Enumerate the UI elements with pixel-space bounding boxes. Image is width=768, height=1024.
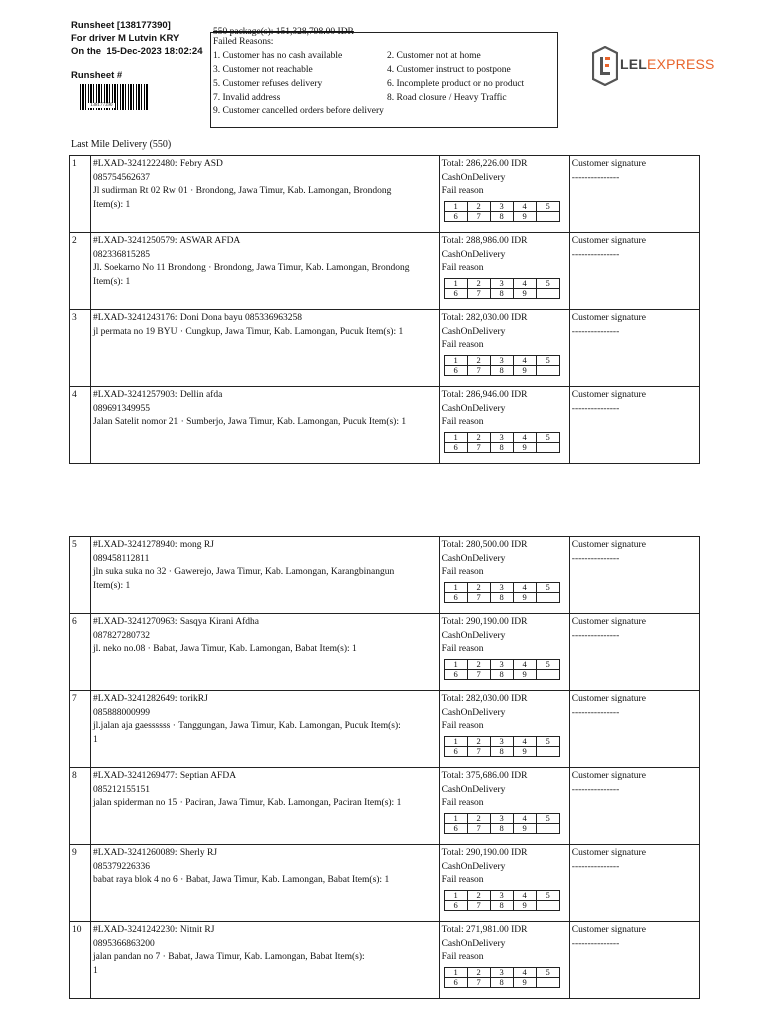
fail-reason-cell[interactable]: 5: [536, 582, 559, 592]
payment-method: CashOnDelivery: [441, 630, 506, 641]
fail-reason-cell[interactable]: 9: [513, 288, 536, 298]
fail-reason-cell[interactable]: 8: [490, 288, 513, 298]
signature-cell[interactable]: [569, 768, 699, 845]
fail-reason-cell[interactable]: 3: [490, 355, 513, 365]
fail-reason-cell[interactable]: 8: [490, 592, 513, 602]
fail-reason-cell[interactable]: 9: [513, 823, 536, 833]
order-info: [91, 233, 440, 310]
fail-reason-cell[interactable]: 6: [444, 900, 467, 910]
signature-line: ---------------: [571, 938, 620, 949]
order-info: [91, 614, 440, 691]
failed-reasons-title: Failed Reasons:: [213, 37, 274, 47]
order-total-cell: [439, 922, 569, 999]
order-info: [91, 845, 440, 922]
reason-item: 7. Invalid address: [213, 93, 281, 103]
order-address: Jalan Satelit nomor 21 · Sumberjo, Jawa Timur, Kab. Lamongan, Pucuk Item(s): 1: [93, 417, 407, 428]
payment-method: CashOnDelivery: [441, 553, 506, 564]
order-title: #LXAD-3241270963: Sasqya Kirani Afdha: [93, 617, 259, 627]
fail-reason-cell[interactable]: 3: [490, 967, 513, 977]
order-total: Total: 288,986.00 IDR: [441, 236, 528, 246]
fail-reason-cell[interactable]: 4: [513, 736, 536, 746]
order-title: #LXAD-3241250579: ASWAR AFDA: [93, 236, 241, 246]
fail-reason-cell[interactable]: 5: [536, 813, 559, 823]
fail-reason-cell[interactable]: 2: [467, 355, 490, 365]
fail-reason-cell[interactable]: 8: [490, 442, 513, 452]
order-info: [91, 156, 440, 233]
signature-line: ---------------: [571, 784, 620, 795]
fail-reason-cell[interactable]: 3: [490, 432, 513, 442]
fail-reason-grid: [444, 201, 560, 222]
reason-item: 8. Road closure / Heavy Traffic: [387, 93, 507, 103]
lel-logo-text: LELEXPRESS: [620, 56, 715, 72]
fail-reason-cell[interactable]: 7: [467, 288, 490, 298]
fail-reason-grid: [444, 967, 560, 988]
order-info: [91, 922, 440, 999]
fail-reason-cell[interactable]: 4: [513, 659, 536, 669]
fail-reason-cell[interactable]: 8: [490, 365, 513, 375]
table-row: [70, 310, 700, 387]
fail-reason-label: Fail reason: [441, 340, 484, 351]
fail-reason-cell[interactable]: 6: [444, 365, 467, 375]
fail-reason-cell[interactable]: 7: [467, 592, 490, 602]
fail-reason-cell[interactable]: 2: [467, 582, 490, 592]
signature-label: Customer signature: [571, 540, 646, 550]
order-items: Item(s): 1: [93, 276, 131, 287]
row-number: 4: [70, 387, 91, 464]
signature-cell[interactable]: [569, 310, 699, 387]
fail-reason-grid: [444, 736, 560, 757]
order-total: Total: 282,030.00 IDR: [441, 313, 528, 323]
signature-line: ---------------: [571, 630, 620, 641]
signature-label: Customer signature: [571, 848, 646, 858]
fail-reason-grid: [444, 582, 560, 603]
fail-reason-cell[interactable]: 1: [444, 582, 467, 592]
signature-label: Customer signature: [571, 236, 646, 246]
order-title: #LXAD-3241269477: Septian AFDA: [93, 771, 237, 781]
table-row: [70, 845, 700, 922]
fail-reason-cell[interactable]: 1: [444, 432, 467, 442]
row-number: 10: [70, 922, 91, 999]
row-number: 9: [70, 845, 91, 922]
fail-reason-label: Fail reason: [441, 721, 484, 732]
order-items: 1: [93, 734, 98, 745]
order-items: Item(s): 1: [93, 199, 131, 210]
signature-cell[interactable]: [569, 537, 699, 614]
fail-reason-cell[interactable]: 8: [490, 977, 513, 987]
fail-reason-cell[interactable]: 1: [444, 201, 467, 211]
fail-reason-cell[interactable]: 4: [513, 967, 536, 977]
fail-reason-cell[interactable]: 4: [513, 890, 536, 900]
lel-logo-icon: [592, 46, 618, 86]
fail-reason-cell[interactable]: 8: [490, 746, 513, 756]
delivery-table-page2: [69, 536, 700, 999]
order-address: Jl. Soekarno No 11 Brondong · Brondong, Jawa Timur, Kab. Lamongan, Brondong: [93, 263, 410, 274]
fail-reason-cell[interactable]: [536, 977, 559, 987]
row-number: 3: [70, 310, 91, 387]
order-info: [91, 691, 440, 768]
fail-reason-cell[interactable]: 2: [467, 736, 490, 746]
order-title: #LXAD-3241222480: Febry ASD: [93, 159, 223, 169]
fail-reason-cell[interactable]: 3: [490, 659, 513, 669]
order-total: Total: 271,981.00 IDR: [441, 925, 528, 935]
fail-reason-cell[interactable]: 2: [467, 813, 490, 823]
signature-line: ---------------: [571, 249, 620, 260]
signature-label: Customer signature: [571, 694, 646, 704]
order-total-cell: [439, 537, 569, 614]
signature-cell[interactable]: [569, 691, 699, 768]
payment-method: CashOnDelivery: [441, 861, 506, 872]
order-phone: 085888000999: [93, 707, 151, 718]
order-title: #LXAD-3241260089: Sherly RJ: [93, 848, 218, 858]
payment-method: CashOnDelivery: [441, 938, 506, 949]
fail-reason-cell[interactable]: 1: [444, 967, 467, 977]
payment-method: CashOnDelivery: [441, 403, 506, 414]
order-phone: 085212155151: [93, 784, 151, 795]
fail-reason-cell[interactable]: 4: [513, 813, 536, 823]
runsheet-title: Runsheet [138177390]: [71, 20, 171, 31]
row-number: 6: [70, 614, 91, 691]
reason-item: 6. Incomplete product or no product: [387, 79, 525, 89]
fail-reason-grid: [444, 659, 560, 680]
signature-line: ---------------: [571, 326, 620, 337]
order-phone: 089458112811: [93, 553, 150, 564]
order-phone: 087827280732: [93, 630, 151, 641]
reason-item: 4. Customer instruct to postpone: [387, 65, 511, 75]
driver-line: For driver M Lutvin KRY: [71, 33, 180, 44]
fail-reason-cell[interactable]: 7: [467, 211, 490, 221]
table-row: [70, 156, 700, 233]
fail-reason-cell[interactable]: 7: [467, 669, 490, 679]
order-title: #LXAD-3241243176: Doni Dona bayu 085336963258: [93, 313, 303, 323]
fail-reason-cell[interactable]: 4: [513, 432, 536, 442]
failed-reasons-box: [210, 27, 558, 128]
signature-label: Customer signature: [571, 313, 646, 323]
fail-reason-label: Fail reason: [441, 798, 484, 809]
order-phone: 085754562637: [93, 172, 151, 183]
order-total-cell: [439, 156, 569, 233]
signature-line: ---------------: [571, 172, 620, 183]
signature-cell[interactable]: [569, 233, 699, 310]
fail-reason-cell[interactable]: 3: [490, 813, 513, 823]
fail-reason-label: Fail reason: [441, 567, 484, 578]
payment-method: CashOnDelivery: [441, 172, 506, 183]
row-number: 2: [70, 233, 91, 310]
table-row: [70, 387, 700, 464]
table-row: [70, 614, 700, 691]
fail-reason-cell[interactable]: 1: [444, 736, 467, 746]
fail-reason-cell[interactable]: 3: [490, 201, 513, 211]
fail-reason-cell[interactable]: 8: [490, 211, 513, 221]
reason-item: 5. Customer refuses delivery: [213, 79, 323, 89]
order-total: Total: 286,946.00 IDR: [441, 390, 528, 400]
table-row: [70, 233, 700, 310]
fail-reason-cell[interactable]: 7: [467, 977, 490, 987]
order-address: jalan pandan no 7 · Babat, Jawa Timur, Kab. Lamongan, Babat Item(s):: [93, 952, 365, 963]
fail-reason-grid: [444, 355, 560, 376]
order-title: #LXAD-3241257903: Dellin afda: [93, 390, 223, 400]
table-row: [70, 922, 700, 999]
signature-cell[interactable]: [569, 387, 699, 464]
fail-reason-label: Fail reason: [441, 417, 484, 428]
fail-reason-cell[interactable]: [536, 592, 559, 602]
order-address: babat raya blok 4 no 6 · Babat, Jawa Timur, Kab. Lamongan, Babat Item(s): 1: [93, 875, 390, 886]
order-total: Total: 280,500.00 IDR: [441, 540, 528, 550]
fail-reason-cell[interactable]: [536, 365, 559, 375]
order-info: [91, 387, 440, 464]
fail-reason-cell[interactable]: [536, 442, 559, 452]
fail-reason-cell[interactable]: 6: [444, 442, 467, 452]
fail-reason-cell[interactable]: 6: [444, 669, 467, 679]
fail-reason-grid: [444, 890, 560, 911]
fail-reason-cell[interactable]: 4: [513, 355, 536, 365]
fail-reason-cell[interactable]: 7: [467, 746, 490, 756]
fail-reason-cell[interactable]: 9: [513, 442, 536, 452]
fail-reason-cell[interactable]: 9: [513, 592, 536, 602]
fail-reason-cell[interactable]: 3: [490, 278, 513, 288]
fail-reason-grid: [444, 813, 560, 834]
fail-reason-cell[interactable]: 2: [467, 967, 490, 977]
fail-reason-cell[interactable]: 5: [536, 890, 559, 900]
fail-reason-cell[interactable]: 6: [444, 746, 467, 756]
delivery-table-page1: [69, 155, 700, 464]
fail-reason-cell[interactable]: 2: [467, 201, 490, 211]
fail-reason-cell[interactable]: 5: [536, 201, 559, 211]
signature-label: Customer signature: [571, 771, 646, 781]
payment-method: CashOnDelivery: [441, 784, 506, 795]
table-row: [70, 691, 700, 768]
signature-cell[interactable]: [569, 156, 699, 233]
signature-label: Customer signature: [571, 925, 646, 935]
fail-reason-cell[interactable]: 4: [513, 278, 536, 288]
fail-reason-cell[interactable]: 1: [444, 890, 467, 900]
fail-reason-label: Fail reason: [441, 644, 484, 655]
fail-reason-cell[interactable]: 7: [467, 365, 490, 375]
fail-reason-cell[interactable]: 9: [513, 211, 536, 221]
fail-reason-cell[interactable]: 9: [513, 365, 536, 375]
order-phone: 0895366863200: [93, 938, 155, 949]
fail-reason-cell[interactable]: 1: [444, 278, 467, 288]
fail-reason-cell[interactable]: 5: [536, 736, 559, 746]
fail-reason-grid: [444, 432, 560, 453]
fail-reason-cell[interactable]: 1: [444, 813, 467, 823]
order-total-cell: [439, 614, 569, 691]
fail-reason-cell[interactable]: 9: [513, 669, 536, 679]
order-address: jl permata no 19 BYU · Cungkup, Jawa Timur, Kab. Lamongan, Pucuk Item(s): 1: [93, 326, 404, 337]
fail-reason-cell[interactable]: 7: [467, 823, 490, 833]
order-info: [91, 768, 440, 845]
signature-line: ---------------: [571, 403, 620, 414]
table-row: [70, 768, 700, 845]
signature-cell[interactable]: [569, 845, 699, 922]
order-total: Total: 375,686.00 IDR: [441, 771, 528, 781]
reason-item: 9. Customer cancelled orders before delivery: [213, 106, 384, 116]
signature-line: ---------------: [571, 553, 620, 564]
signature-label: Customer signature: [571, 617, 646, 627]
order-total-cell: [439, 691, 569, 768]
fail-reason-cell[interactable]: 3: [490, 582, 513, 592]
signature-cell[interactable]: [569, 614, 699, 691]
fail-reason-cell[interactable]: 8: [490, 900, 513, 910]
fail-reason-cell[interactable]: 6: [444, 288, 467, 298]
fail-reason-label: Fail reason: [441, 952, 484, 963]
order-total-cell: [439, 768, 569, 845]
signature-cell[interactable]: [569, 922, 699, 999]
fail-reason-cell[interactable]: 2: [467, 890, 490, 900]
order-items: 1: [93, 965, 98, 976]
order-title: #LXAD-3241282649: torikRJ: [93, 694, 208, 704]
order-total-cell: [439, 233, 569, 310]
fail-reason-cell[interactable]: 9: [513, 900, 536, 910]
order-total: Total: 290,190.00 IDR: [441, 617, 528, 627]
section-title: Last Mile Delivery (550): [71, 139, 172, 150]
reason-item: 2. Customer not at home: [387, 51, 481, 61]
table-row: [70, 537, 700, 614]
fail-reason-cell[interactable]: 7: [467, 900, 490, 910]
fail-reason-cell[interactable]: 6: [444, 592, 467, 602]
fail-reason-cell[interactable]: [536, 669, 559, 679]
fail-reason-cell[interactable]: 2: [467, 659, 490, 669]
payment-method: CashOnDelivery: [441, 249, 506, 260]
fail-reason-cell[interactable]: 9: [513, 746, 536, 756]
package-summary: 550 package(s): 151,328,798.00 IDR: [213, 27, 354, 37]
fail-reason-label: Fail reason: [441, 263, 484, 274]
order-address: jln suka suka no 32 · Gawerejo, Jawa Timur, Kab. Lamongan, Karangbinangun: [93, 567, 395, 578]
fail-reason-cell[interactable]: 5: [536, 355, 559, 365]
order-title: #LXAD-3241242230: Nitnit RJ: [93, 925, 215, 935]
fail-reason-cell[interactable]: 5: [536, 967, 559, 977]
order-total: Total: 282,030.00 IDR: [441, 694, 528, 704]
row-number: 7: [70, 691, 91, 768]
payment-method: CashOnDelivery: [441, 326, 506, 337]
row-number: 1: [70, 156, 91, 233]
order-phone: 082336815285: [93, 249, 151, 260]
fail-reason-label: Fail reason: [441, 875, 484, 886]
fail-reason-cell[interactable]: 3: [490, 736, 513, 746]
order-info: [91, 310, 440, 387]
fail-reason-grid: [444, 278, 560, 299]
order-address: jl. neko no.08 · Babat, Jawa Timur, Kab. Lamongan, Babat Item(s): 1: [93, 644, 357, 655]
order-address: jalan spiderman no 15 · Paciran, Jawa Timur, Kab. Lamongan, Paciran Item(s): 1: [93, 798, 402, 809]
fail-reason-cell[interactable]: 8: [490, 669, 513, 679]
fail-reason-cell[interactable]: 5: [536, 659, 559, 669]
order-address: Jl sudirman Rt 02 Rw 01 · Brondong, Jawa Timur, Kab. Lamongan, Brondong: [93, 186, 392, 197]
fail-reason-cell[interactable]: 5: [536, 432, 559, 442]
fail-reason-cell[interactable]: [536, 746, 559, 756]
fail-reason-cell[interactable]: [536, 900, 559, 910]
fail-reason-cell[interactable]: [536, 823, 559, 833]
date-line: On the 15-Dec-2023 18:02:24: [71, 46, 203, 57]
fail-reason-cell[interactable]: 5: [536, 278, 559, 288]
order-items: Item(s): 1: [93, 580, 131, 591]
fail-reason-cell[interactable]: 2: [467, 278, 490, 288]
signature-label: Customer signature: [571, 159, 646, 169]
order-info: [91, 537, 440, 614]
order-total-cell: [439, 845, 569, 922]
fail-reason-cell[interactable]: 1: [444, 659, 467, 669]
signature-line: ---------------: [571, 861, 620, 872]
order-title: #LXAD-3241278940: mong RJ: [93, 540, 214, 550]
barcode-text: 138177390: [90, 103, 113, 108]
order-phone: 089691349955: [93, 403, 151, 414]
reason-item: 1. Customer has no cash available: [213, 51, 343, 61]
order-total-cell: [439, 310, 569, 387]
payment-method: CashOnDelivery: [441, 707, 506, 718]
order-phone: 085379226336: [93, 861, 151, 872]
reason-item: 3. Customer not reachable: [213, 65, 313, 75]
fail-reason-cell[interactable]: 9: [513, 977, 536, 987]
fail-reason-cell[interactable]: 7: [467, 442, 490, 452]
fail-reason-cell[interactable]: 6: [444, 977, 467, 987]
fail-reason-cell[interactable]: [536, 211, 559, 221]
order-total: Total: 286,226.00 IDR: [441, 159, 528, 169]
order-total: Total: 290,190.00 IDR: [441, 848, 528, 858]
signature-label: Customer signature: [571, 390, 646, 400]
fail-reason-cell[interactable]: 3: [490, 890, 513, 900]
fail-reason-cell[interactable]: [536, 288, 559, 298]
fail-reason-cell[interactable]: 6: [444, 211, 467, 221]
fail-reason-cell[interactable]: 2: [467, 432, 490, 442]
fail-reason-cell[interactable]: 1: [444, 355, 467, 365]
fail-reason-cell[interactable]: 4: [513, 582, 536, 592]
fail-reason-cell[interactable]: 8: [490, 823, 513, 833]
order-address: jl.jalan aja gaessssss · Tanggungan, Jawa Timur, Kab. Lamongan, Pucuk Item(s):: [93, 721, 401, 732]
fail-reason-cell[interactable]: 6: [444, 823, 467, 833]
signature-line: ---------------: [571, 707, 620, 718]
runsheet-label: Runsheet #: [71, 70, 123, 81]
row-number: 8: [70, 768, 91, 845]
row-number: 5: [70, 537, 91, 614]
fail-reason-label: Fail reason: [441, 186, 484, 197]
order-total-cell: [439, 387, 569, 464]
fail-reason-cell[interactable]: 4: [513, 201, 536, 211]
